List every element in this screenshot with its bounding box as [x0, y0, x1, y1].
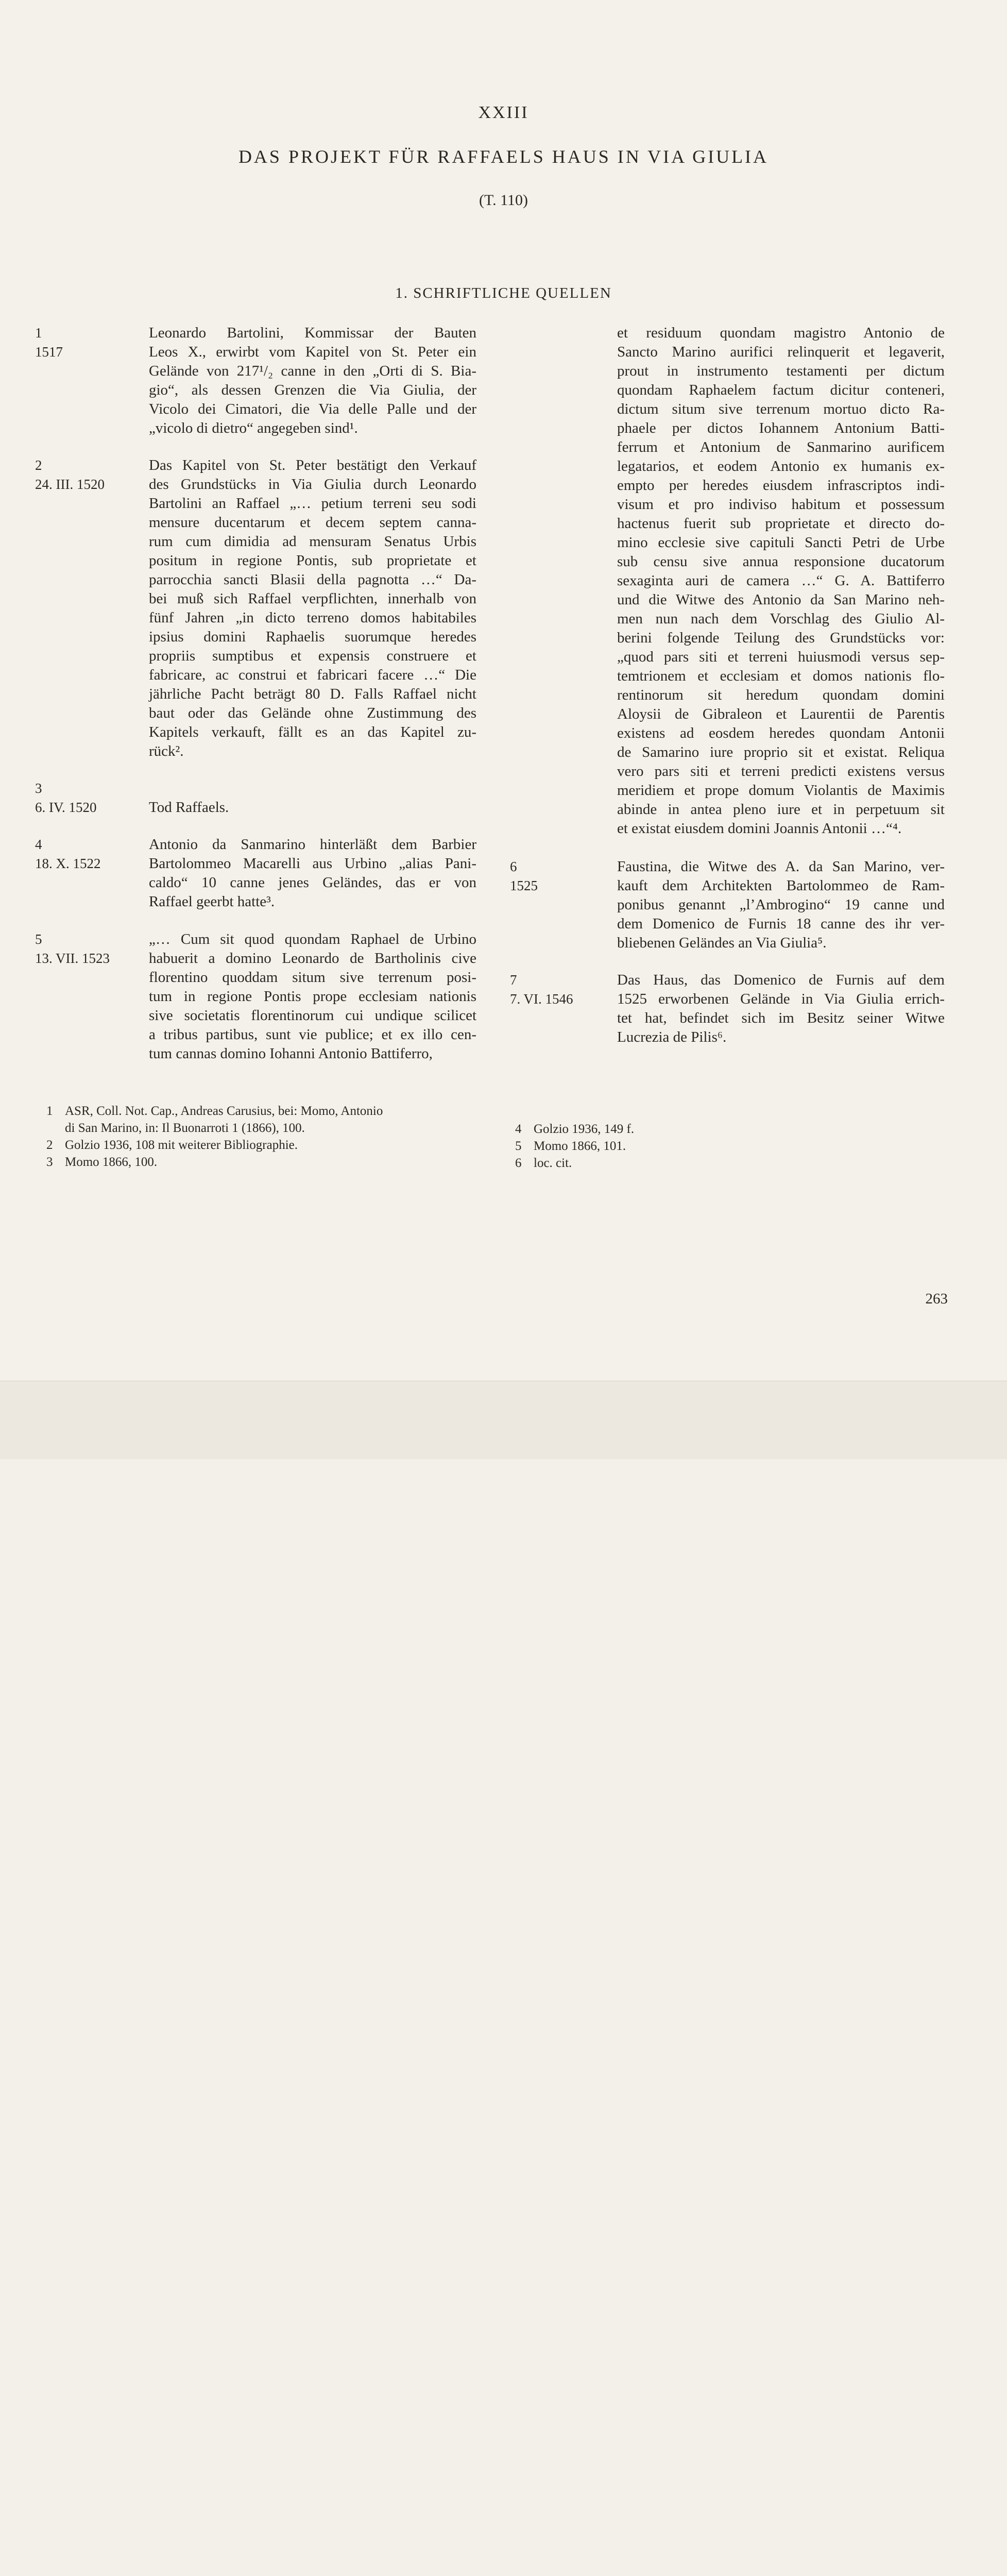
entry-date: 24. III. 1520	[35, 477, 105, 493]
text-line: et existat eiusdem domini Joannis Antonii …“⁴.	[617, 820, 902, 837]
entry-text	[149, 835, 476, 911]
text-line: propriis sumptibus et expensis construere et	[149, 648, 476, 665]
text-line: mensure ducentarum et decem septem canna-	[149, 514, 476, 531]
text-line: „quod pars siti et terreni huiusmodi versus sep-	[617, 649, 945, 665]
text-line: quondam Raphaelem factum dicitur conteneri,	[617, 382, 945, 398]
text-line: sexaginta auri de camera …“ G. A. Battiferro	[617, 572, 945, 589]
entry-number: 2	[35, 457, 42, 473]
text-line: et residuum quondam magistro Antonio de	[617, 325, 945, 341]
text-line: fabricare, ac construi et fabricari facere …“ Die	[149, 667, 476, 684]
footnote-line	[46, 1103, 479, 1120]
text-line: Vicolo dei Cimatori, die Via delle Palle und der	[149, 401, 476, 417]
entry-date: 7. VI. 1546	[510, 991, 573, 1007]
entry-text	[149, 324, 476, 438]
footnote-text: Momo 1866, 101.	[534, 1139, 626, 1153]
text-line: prout in instrumento testamenti per dictum	[617, 363, 945, 379]
text-line: tum in regione Pontis prope ecclesiam nationis	[149, 988, 476, 1005]
footnotes-left	[46, 1103, 479, 1171]
footnote-text: loc. cit.	[534, 1156, 572, 1170]
entry-number: 7	[510, 972, 517, 988]
text-line: fünf Jahren „in dicto terreno domos habitabiles	[149, 609, 476, 626]
entry-text	[617, 857, 945, 953]
text-line: bliebenen Geländes an Via Giulia⁵.	[617, 935, 827, 951]
entry-text	[149, 798, 476, 817]
entry-number: 3	[35, 781, 42, 796]
section-title: 1. SCHRIFTLICHE QUELLEN	[395, 285, 612, 301]
footnote-line	[46, 1154, 479, 1171]
viewer-footer	[0, 1381, 1007, 1459]
entry-date: 1517	[35, 344, 63, 360]
text-line: tum cannas domino Iohanni Antonio Battiferro,	[149, 1045, 433, 1062]
continuation-text	[617, 324, 945, 838]
text-line: de Samarino iure proprio sit et existat. Reliqua	[617, 744, 945, 760]
text-line: empto per heredes eiusdem infrascriptos indi-	[617, 477, 945, 494]
text-line: berini folgende Teilung des Grundstücks vor:	[617, 630, 945, 646]
text-line: Leos X., erwirbt vom Kapitel von St. Peter ein	[149, 344, 476, 360]
text-line: positum in regione Pontis, sub proprietate et	[149, 552, 476, 569]
footnote-number: 4	[515, 1122, 522, 1136]
text-line: tet hat, befindet sich im Besitz seiner Witwe	[617, 1010, 945, 1027]
text-line: existens ad eosdem heredes quondam Antonii	[617, 725, 945, 741]
text-line: meridiem et prope domum Violantis de Maximis	[617, 782, 945, 799]
text-line: phaele per dictos Iohannem Antonium Batti-	[617, 420, 945, 436]
text-line: gio“, als dessen Grenzen die Via Giulia, der	[149, 382, 476, 398]
footnote-number: 5	[515, 1139, 522, 1153]
footnote-text: ASR, Coll. Not. Cap., Andreas Carusius, bei: Momo, Antonio	[65, 1104, 383, 1118]
footnotes-right	[515, 1121, 773, 1172]
text-line: sub censu sive annua responsione ducatorum	[617, 553, 945, 570]
footnote-line	[515, 1155, 773, 1172]
text-line: Kapitels verkauft, fällt es an das Kapitel zu-	[149, 724, 476, 741]
text-line: Aloysii de Gibraleon et Laurentii de Parentis	[617, 706, 945, 722]
text-line: Sancto Marino aurifici relinquerit et legaverit,	[617, 344, 945, 360]
text-line: rum cum dimidia ad mensuram Senatus Urbis	[149, 533, 476, 550]
text-line: Bartolini an Raffael „… petium terreni seu sodi	[149, 495, 476, 512]
text-line: Lucrezia de Pilis⁶.	[617, 1029, 727, 1046]
text-line: dem Domenico de Furnis 18 canne des ihr ver-	[617, 916, 945, 932]
text-line: habuerit a domino Leonardo de Bartholinis cive	[149, 950, 476, 967]
entry-text	[617, 971, 945, 1047]
text-line: temtrionem et ecclesiam et domos nationis flo-	[617, 668, 945, 684]
footnote-line: di San Marino, in: Il Buonarroti 1 (1866), 100.	[65, 1121, 305, 1135]
text-line: „… Cum sit quod quondam Raphael de Urbino	[149, 930, 476, 947]
text-line: vero pars siti et terreni predicti existens versus	[617, 763, 945, 779]
entry-number: 6	[510, 859, 517, 874]
text-line: des Grundstücks in Via Giulia durch Leonardo	[149, 476, 476, 493]
footnote-number: 1	[46, 1104, 53, 1118]
text-line: abinde in antea pleno iure et in perpetuum sit	[617, 801, 945, 818]
text-line: rentinorum sit heredum quondam domini	[617, 687, 945, 703]
entry-date: 18. X. 1522	[35, 856, 101, 872]
chapter-number: XXIII	[478, 103, 529, 122]
text-line: rück².	[149, 743, 184, 760]
text-line: Gelände von 217¹/₂ canne in den „Orti di S. Bia-	[149, 363, 476, 379]
text-line: bei muß sich Raffael verpflichten, innerhalb von	[149, 590, 476, 607]
entry-number: 4	[35, 837, 42, 853]
footnote-number: 3	[46, 1155, 53, 1169]
text-line: ipsius domini Raphaelis suorumque heredes	[149, 629, 476, 646]
text-line: Antonio da Sanmarino hinterläßt dem Barbier	[149, 836, 476, 853]
text-line: Leonardo Bartolini, Kommissar der Bauten	[149, 325, 476, 341]
text-line: legatarios, et eodem Antonio ex humanis ex-	[617, 458, 945, 474]
text-line: Bartolommeo Macarelli aus Urbino „alias Pani-	[149, 855, 476, 872]
text-line: a tribus partibus, sunt vie publice; et ex illo cen-	[149, 1026, 476, 1043]
text-line: Raffael geerbt hatte³.	[149, 893, 275, 910]
text-line: und die Witwe des Antonio da San Marino neh-	[617, 591, 945, 608]
text-line: „vicolo di dietro“ angegeben sind¹.	[149, 420, 358, 436]
chapter-title: DAS PROJEKT FÜR RAFFAELS HAUS IN VIA GIULIA	[238, 146, 769, 167]
text-line: ferrum et Antonium de Sanmarino aurificem	[617, 439, 945, 455]
text-line: Das Haus, das Domenico de Furnis auf dem	[617, 972, 945, 989]
text-line: men nun nach dem Vorschlag des Giulio Al-	[617, 611, 945, 627]
text-line: dictum situm sive terrenum mortuo dicto Ra-	[617, 401, 945, 417]
text-line: mino ecclesie sive capituli Sancti Petri de Urbe	[617, 534, 945, 551]
plate-reference: (T. 110)	[479, 192, 528, 209]
text-line: florentino quoddam situm sive terrenum posi-	[149, 969, 476, 986]
footnote-line	[515, 1138, 773, 1155]
page-number: 263	[925, 1291, 948, 1307]
text-line: jährliche Pacht beträgt 80 D. Falls Raffael nicht	[149, 686, 476, 703]
entry-text	[149, 456, 476, 761]
footnote-number: 6	[515, 1156, 522, 1170]
entry-date: 6. IV. 1520	[35, 800, 97, 816]
entry-date: 13. VII. 1523	[35, 950, 110, 966]
entry-number: 1	[35, 325, 42, 341]
footnote-line	[515, 1121, 773, 1138]
text-line: hactenus fuerit sub proprietate et directo do-	[617, 515, 945, 532]
text-line: caldo“ 10 canne jenes Geländes, das er von	[149, 874, 476, 891]
entry-text	[149, 930, 476, 1063]
text-line: Das Kapitel von St. Peter bestätigt den Verkauf	[149, 457, 476, 474]
footnote-text: Golzio 1936, 108 mit weiterer Bibliographie.	[65, 1138, 298, 1152]
footnote-line	[46, 1137, 479, 1154]
text-line: baut oder das Gelände ohne Zustimmung des	[149, 705, 476, 722]
text-line: kauft dem Architekten Bartolommeo de Ram-	[617, 877, 945, 894]
footnote-text: Golzio 1936, 149 f.	[534, 1122, 635, 1136]
entry-number: 5	[35, 931, 42, 947]
text-line: parrocchia sancti Blasii della pagnotta …“ Da-	[149, 571, 476, 588]
text-line: sive societatis florentinorum cui undique scilicet	[149, 1007, 476, 1024]
text-line: Tod Raffaels.	[149, 799, 229, 816]
text-line: ponibus genannt „l’Ambrogino“ 19 canne und	[617, 896, 945, 913]
text-line: 1525 erworbenen Gelände in Via Giulia errich-	[617, 991, 945, 1008]
entry-date: 1525	[510, 878, 538, 893]
footnote-text: Momo 1866, 100.	[65, 1155, 158, 1169]
text-line: visum et pro indiviso habitum et possessum	[617, 496, 945, 513]
footnote-number: 2	[46, 1138, 53, 1152]
text-line: Faustina, die Witwe des A. da San Marino, ver-	[617, 858, 945, 875]
